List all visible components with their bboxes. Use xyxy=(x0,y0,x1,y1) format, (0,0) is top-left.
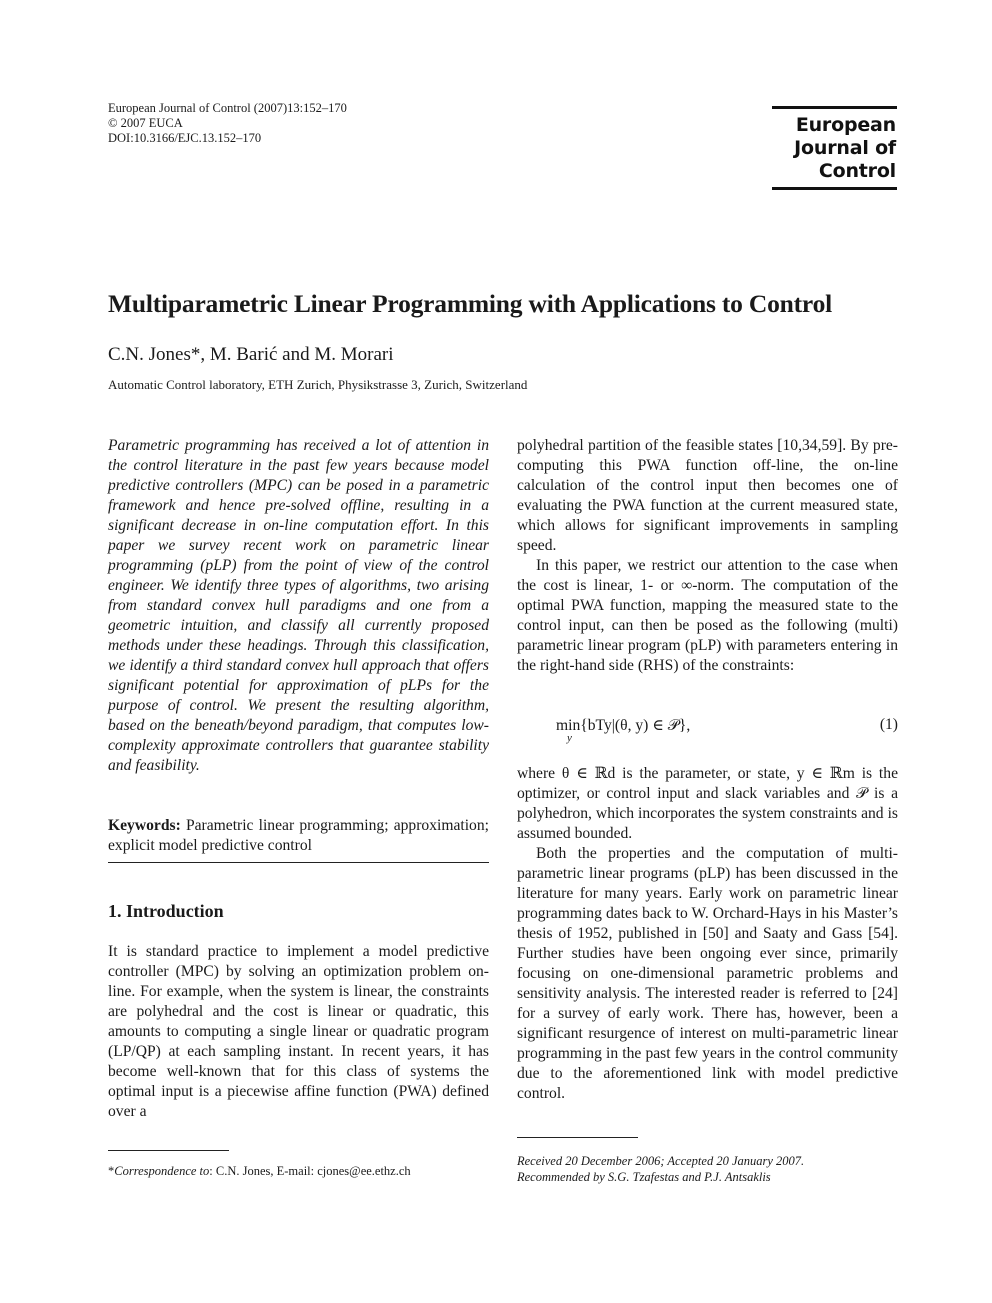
equation-number: (1) xyxy=(879,716,898,733)
intro-paragraph-1: It is standard practice to implement a model predictive controller (MPC) by solving an optimization problem on-line. For example, when the system is linear, the constraints are polyhedral and the cost is linear or quadratic, this amounts to computing a single linear or quadratic program (LP/QP) at each sampling instant. In recent years, it has become well-known that for this class of systems the optimal input is a piecewise affine function (PWA) defined over a xyxy=(108,943,489,1120)
logo-line-3: Control xyxy=(818,160,896,182)
logo-bottom-rule xyxy=(772,187,897,190)
logo-line-2: Journal of xyxy=(794,137,896,159)
right-column-continuation xyxy=(517,436,898,556)
intro-paragraph-1-cont: polyhedral partition of the feasible states [10,34,59]. By pre-computing this PWA function off-line, the on-line calculation of the control input then becomes one of evaluating the PWA function at the current measured state, which allows for significant improvements in sampling speed. xyxy=(517,437,898,554)
doi-line: DOI:10.3166/EJC.13.152–170 xyxy=(108,131,262,145)
equation-1 xyxy=(556,712,898,748)
received-divider xyxy=(517,1137,638,1138)
abstract-text: Parametric programming has received a lot of attention in the control literature in the past few years because model predictive controllers (MPC) can be posed in a parametric framework and hence pre-solved offline, resulting in a significant decrease in on-line computation effort. In this paper we survey recent work on parametric linear programming (pLP) from the point of view of the control engineer. We identify three types of algorithms, two arising from standard convex hull paradigms and one from a geometric intuition, and classify all currently proposed methods under these headings. Through this classification, we identify a third standard convex hull approach that offers significant potential for approximation of pLPs for the purpose of control. We present the resulting algorithm, based on the beneath/beyond paradigm, that computes low-complexity approximate controllers that guarantee stability and feasibility. xyxy=(108,437,489,774)
intro-paragraph-4: Both the properties and the computation of multi-parametric linear programs (pLP) has been discussed in the literature for many years. Early work on parametric linear programming dates back to W. Orchard-Hays in his Master’s thesis of 1952, published in [50] and Saaty and Gass [54]. Further studies have been ongoing ever since, primarily focusing on one-dimensional parametric problems and sensitivity analysis. The interested reader is referred to [24] for a survey of early work. There has, however, been a significant resurgence of interest on multi-parametric linear programming in the past few years in the control community due to the aforementioned link with model predictive control. xyxy=(517,845,898,1102)
footnote-label: Correspondence to xyxy=(114,1164,210,1178)
logo-line-1: European xyxy=(795,114,896,136)
intro-paragraph-3: where θ ∈ ℝd is the parameter, or state, y ∈ ℝm is the optimizer, or control input and slack variables and 𝒫 is a polyhedron, which incorporates the system constraints and is assumed bounded. xyxy=(517,765,898,842)
keywords-paragraph xyxy=(108,816,489,856)
correspondence-footnote xyxy=(108,1164,411,1179)
received-note xyxy=(517,1153,804,1185)
logo-text xyxy=(794,114,896,183)
footnote-divider xyxy=(108,1150,229,1151)
section-heading-introduction: 1. Introduction xyxy=(108,901,224,921)
equation-expression xyxy=(556,716,690,735)
abstract xyxy=(108,436,489,776)
logo-top-rule xyxy=(772,106,897,109)
equation-body: {bTy|(θ, y) ∈ 𝒫}, xyxy=(580,717,691,734)
author-list: C.N. Jones*, M. Barić and M. Morari xyxy=(108,344,394,365)
recommended-by: Recommended by S.G. Tzafestas and P.J. Antsaklis xyxy=(517,1170,771,1184)
keywords-divider xyxy=(108,862,489,863)
journal-logo xyxy=(772,106,897,190)
right-column-paragraph-2 xyxy=(517,556,898,676)
journal-citation: European Journal of Control (2007)13:152–170 xyxy=(108,101,347,115)
footnote-text: : C.N. Jones, E-mail: cjones@ee.ethz.ch xyxy=(209,1164,411,1178)
keywords-text: Parametric linear programming; approximation; explicit model predictive control xyxy=(108,817,489,854)
right-column-paragraph-3 xyxy=(517,764,898,844)
right-column-paragraph-4 xyxy=(517,844,898,1104)
paper-title: Multiparametric Linear Programming with Applications to Control xyxy=(108,289,833,318)
keywords-label: Keywords: xyxy=(108,817,181,834)
equation-min: min xyxy=(556,717,581,734)
footnote-marker: * xyxy=(108,1164,115,1178)
intro-paragraph-2: In this paper, we restrict our attention to the case when the cost is linear, 1- or ∞-norm. The computation of the optimal PWA function, mapping the measured state to the control input, can then be posed as the following (multi) parametric linear program (pLP) with parameters entering in the right-hand side (RHS) of the constraints: xyxy=(517,557,898,674)
copyright-line: © 2007 EUCA xyxy=(108,116,183,130)
affiliation: Automatic Control laboratory, ETH Zurich, Physikstrasse 3, Zurich, Switzerland xyxy=(108,377,528,392)
keywords xyxy=(108,816,489,856)
equation-subscript: y xyxy=(567,732,572,744)
received-dates: Received 20 December 2006; Accepted 20 January 2007. xyxy=(517,1154,805,1168)
journal-info xyxy=(108,101,347,146)
introduction-body xyxy=(108,942,489,1122)
